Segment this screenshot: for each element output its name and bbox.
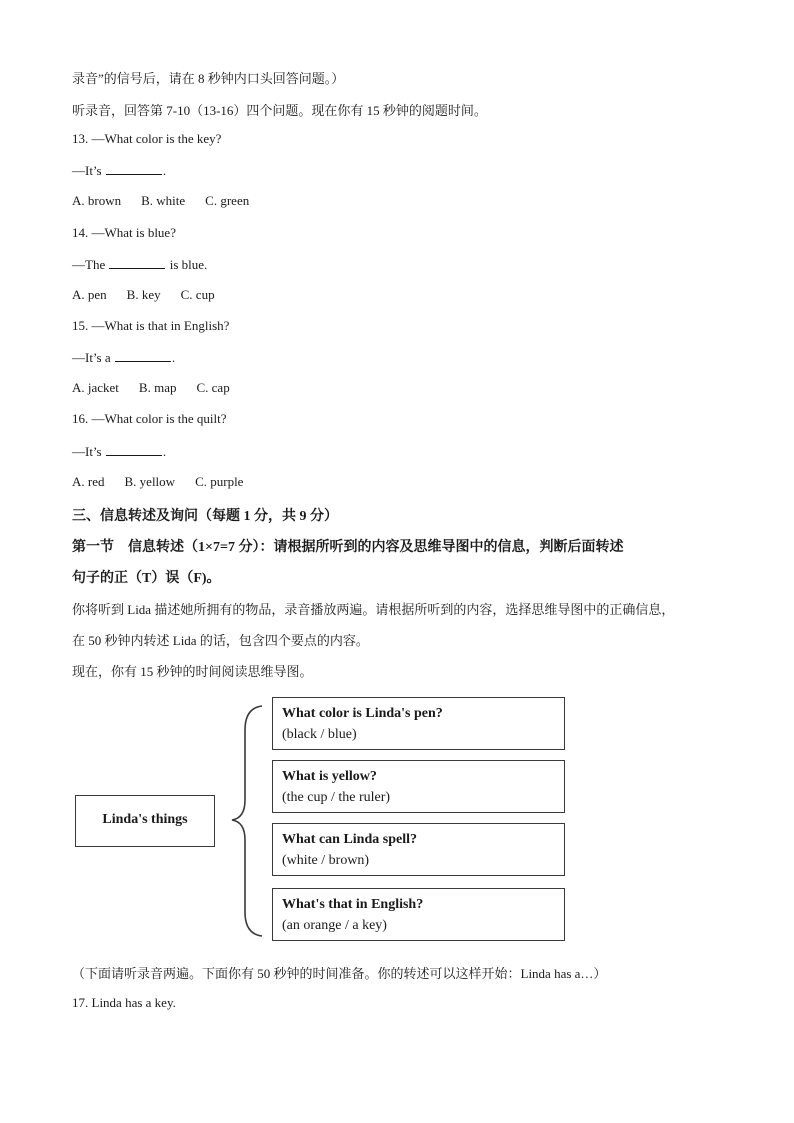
mindmap-question: What can Linda spell?	[282, 832, 417, 847]
mindmap-question: What is yellow?	[282, 769, 377, 784]
answer-suffix: .	[171, 350, 176, 365]
option[interactable]: A. jacket	[72, 380, 119, 395]
section-heading: 三、信息转述及询问（每题 1 分，共 9 分）	[72, 509, 338, 524]
mindmap-center-label: Linda's things	[102, 812, 188, 827]
mindmap-question: What's that in English?	[282, 897, 424, 912]
answer-prefix: —The	[72, 257, 109, 272]
option[interactable]: C. cap	[196, 380, 230, 395]
mindmap-box-4	[272, 888, 565, 941]
mindmap-choices: (white / brown)	[282, 853, 370, 868]
answer-prefix: —It’s	[72, 444, 105, 459]
instruction-para-3: 现在，你有 15 秒钟的时间阅读思维导图。	[72, 664, 313, 679]
answer-prefix: —It’s a	[72, 350, 114, 365]
mindmap-box-2	[272, 760, 565, 813]
question-16: 16. —What color is the quilt?	[72, 411, 227, 426]
option[interactable]: B. yellow	[124, 474, 176, 489]
option[interactable]: B. map	[138, 380, 177, 395]
option[interactable]: C. cup	[180, 287, 215, 302]
option[interactable]: C. purple	[195, 474, 244, 489]
mindmap-choices: (the cup / the ruler)	[282, 790, 391, 805]
question-15: 15. —What is that in English?	[72, 318, 230, 333]
option[interactable]: A. brown	[72, 193, 122, 208]
answer-prefix: —It’s	[72, 163, 105, 178]
instruction-para-2: 在 50 秒钟内转述 Lida 的话，包含四个要点的内容。	[72, 633, 369, 648]
question-13: 13. —What color is the key?	[72, 131, 222, 146]
option[interactable]: A. pen	[72, 287, 107, 302]
statement-17: 17. Linda has a key.	[72, 995, 176, 1010]
answer-suffix: .	[162, 163, 167, 178]
answer-suffix: is blue.	[166, 257, 208, 272]
instruction-para-1: 你将听到 Lida 描述她所拥有的物品，录音播放两遍。请根据所听到的内容，选择思维导图中的正确信息，	[72, 602, 675, 617]
option[interactable]: B. key	[126, 287, 161, 302]
question-14: 14. —What is blue?	[72, 225, 176, 240]
answer-suffix: .	[162, 444, 167, 459]
section-subheading: 第一节 信息转述（1×7=7 分）：请根据所听到的内容及思维导图中的信息，判断后面转述	[72, 540, 624, 555]
option[interactable]: C. green	[205, 193, 250, 208]
section-subheading-cont: 句子的正（T）误（F)。	[72, 571, 221, 586]
option[interactable]: A. red	[72, 474, 105, 489]
intro-line-1: 录音”的信号后，请在 8 秒钟内口头回答问题。）	[72, 71, 345, 86]
mindmap-choices: (an orange / a key)	[282, 918, 387, 933]
mindmap-question: What color is Linda's pen?	[282, 706, 443, 721]
option[interactable]: B. white	[141, 193, 186, 208]
listening-note: （下面请听录音两遍。下面你有 50 秒钟的时间准备。你的转述可以这样开始：Linda has a…）	[72, 966, 607, 981]
mindmap-choices: (black / blue)	[282, 727, 357, 742]
mindmap-center-node	[75, 795, 215, 847]
mindmap-box-1	[272, 697, 565, 750]
intro-line-2: 听录音，回答第 7-10（13-16）四个问题。现在你有 15 秒钟的阅题时间。	[72, 103, 487, 118]
mindmap-box-3	[272, 823, 565, 876]
